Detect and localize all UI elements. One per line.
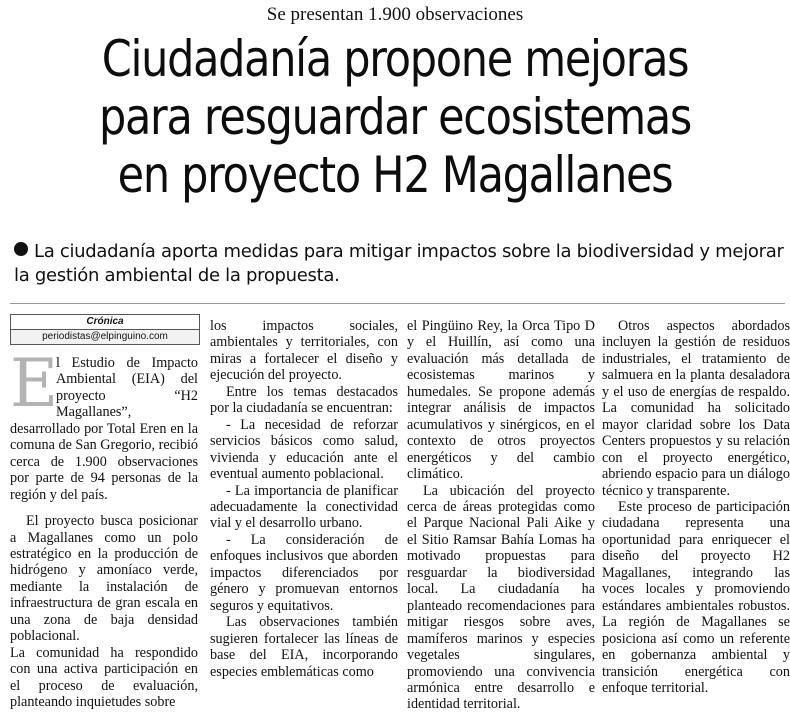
dropcap-letter: E <box>10 345 59 422</box>
paragraph-8: Este proceso de participación ciudadana representa una oportunidad para enriquecer el diseño del proyecto H2 Magallanes, integrando las voces locales y promoviendo estándares ambientales robustos. La región de Magallanes se posiciona así como un referente en gobernanza ambiental y transición energética con enfoque territorial. <box>602 498 790 696</box>
headline-line-3: en proyecto H2 Magallanes <box>117 146 673 204</box>
lead-text: La ciudadanía aporta medidas para mitigar impactos sobre la biodiversidad y mejorar la gestión ambiental de la propuesta. <box>14 241 784 286</box>
paragraph-4: Entre los temas destacados por la ciudadanía se encuentran: <box>210 383 398 417</box>
headline-line-2: para resguardar ecosistemas <box>98 88 692 146</box>
column-3 <box>407 318 595 713</box>
paragraph-1-text: l Estudio de Impacto Ambiental (EIA) del proyecto “H2 Magallanes”, desarrollado por Total Eren en la comuna de San Gregorio, recibió cerca de 1.900 observaciones por parte de 94 personas de la región y del país. <box>10 355 198 503</box>
byline-box <box>10 314 200 345</box>
headline <box>55 30 734 204</box>
paragraph-5-end: el Pingüino Rey, la Orca Tipo D y el Huillín, así como una evaluación más detallada de ecosistemas marinos y humedales. Se propone además integrar análisis de impactos acumulativos y sinérgicos, en el contexto de otros proyectos energéticos y del cambio climático. <box>407 318 595 483</box>
column-1 <box>10 314 198 711</box>
list-item-3: - La consideración de enfoques inclusivos que aborden impactos diferenciados por género y promuevan entornos seguros y equitativos. <box>210 531 398 614</box>
byline-email[interactable]: periodistas@elpinguino.com <box>11 330 199 344</box>
paragraph-5-start: Las observaciones también sugieren fortalecer las líneas de base del EIA, incorporando especies emblemáticas como <box>210 614 398 680</box>
list-item-2: - La importancia de planificar adecuadamente la conectividad vial y el desarrollo urbano. <box>210 482 398 532</box>
paragraph-3-start: La comunidad ha respondido con una activa participación en el proceso de evaluación, planteando inquietudes sobre <box>10 644 198 711</box>
paragraph-6: La ubicación del proyecto cerca de áreas protegidas como el Parque Nacional Pali Aike y el Sitio Ramsar Bahía Lomas ha motivado propuestas para resguardar la biodiversidad local. La ciudadanía ha planteado recomendaciones para mitigar riesgos sobre aves, mamíferos marinos y especies vegetales singulares, promoviendo una convivencia armónica entre desarrollo e identidad territorial. <box>407 482 595 713</box>
byline-section: Crónica <box>11 315 199 330</box>
paragraph-7: Otros aspectos abordados incluyen la gestión de residuos industriales, el tratamiento de salmuera en la planta desaladora y el uso de energías de respaldo. La comunidad ha solicitado mayor claridad sobre los Data Centers propuestos y su relación con el proyecto energético, abriendo espacio para un diálogo técnico y transparente. <box>602 318 790 499</box>
headline-line-1: Ciudadanía propone mejoras <box>101 30 689 88</box>
paragraph-1 <box>10 345 198 503</box>
bullet-icon <box>14 242 28 256</box>
lead-summary <box>14 240 784 288</box>
paragraph-3-end: los impactos sociales, ambientales y territoriales, con miras a fortalecer el diseño y ejecución del proyecto. <box>210 318 398 384</box>
column-2 <box>210 318 398 680</box>
list-item-1: - La necesidad de reforzar servicios básicos como salud, vivienda y educación ante el eventual aumento poblacional. <box>210 416 398 483</box>
paragraph-2: El proyecto busca posicionar a Magallanes como un polo estratégico en la producción de hidrógeno y amoníaco verde, mediante la instalación de infraestructura de gran escala en una zona de baja densidad poblacional. <box>10 513 198 645</box>
divider <box>10 303 785 304</box>
kicker: Se presentan 1.900 observaciones <box>266 4 524 25</box>
column-4 <box>602 318 790 696</box>
